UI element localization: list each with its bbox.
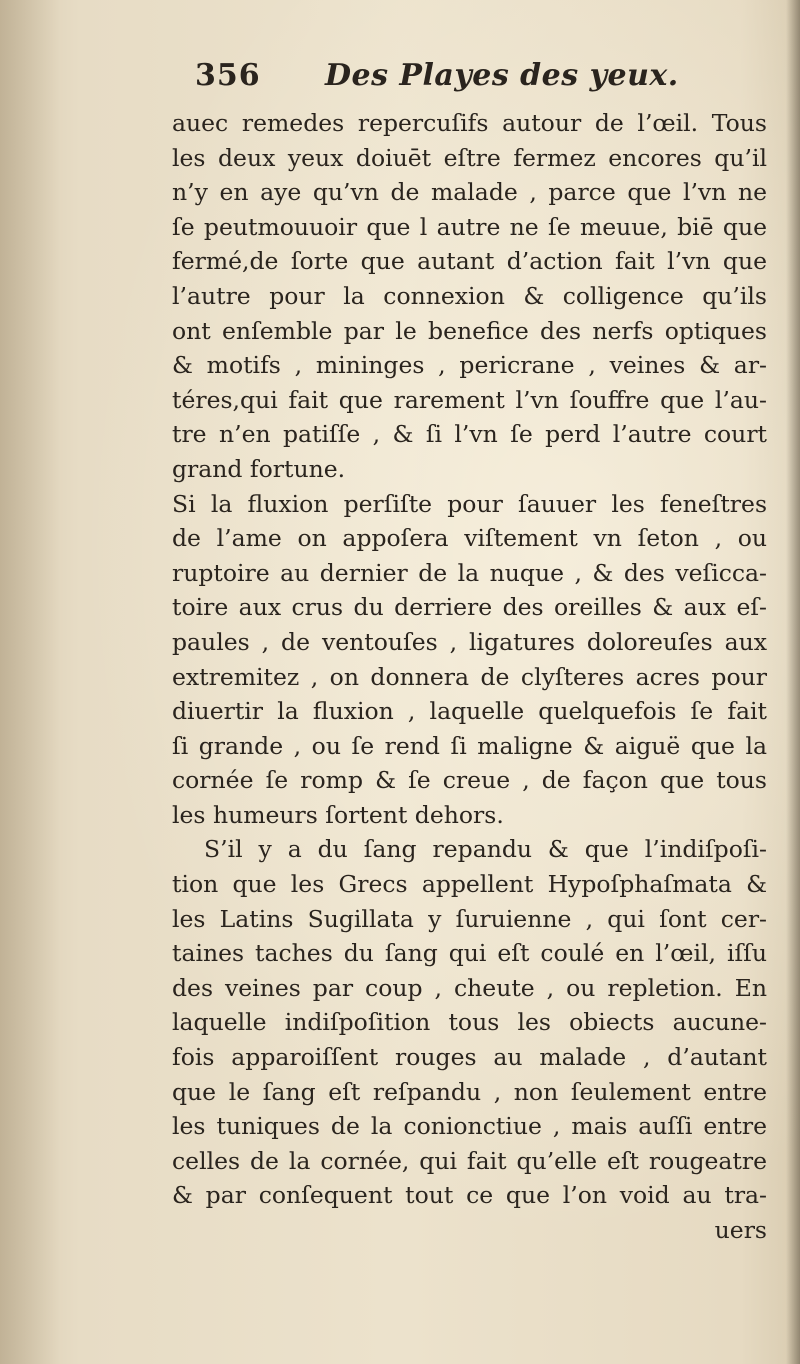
text-line: ſi grande , ou ſe rend ſi maligne & aiguë que la — [172, 731, 767, 760]
text-line: les tuniques de la conionctiue , mais auſſi entre — [172, 1112, 767, 1141]
text-line: S’il y a du ſang repandu & que l’indiſpoſi- — [204, 835, 767, 864]
text-line: paules , de ventouſes , ligatures doloreuſes aux — [172, 627, 767, 656]
text-line: les Latins Sugillata y ſuruienne , qui ſont cer- — [172, 904, 767, 933]
text-line: & motifs , mininges , pericrane , veines & ar- — [172, 351, 767, 380]
text-line: ruptoire au dernier de la nuque , & des veſicca- — [172, 558, 767, 587]
text-line: celles de la cornée, qui fait qu’elle eſt rougeatre — [172, 1146, 767, 1175]
text-line: n’y en aye qu’vn de malade , parce que l’vn ne — [172, 178, 767, 207]
catchword: uers — [714, 1216, 767, 1244]
text-line: auec remedes repercuſifs autour de l’œil. Tous — [172, 109, 767, 137]
text-line: grand fortune. — [172, 454, 346, 483]
text-line: fois apparoiſſent rouges au malade , d’autant — [172, 1043, 767, 1072]
text-line: taines taches du ſang qui eſt coulé en l’œil, iſſu — [172, 939, 767, 968]
page-edge-shadow — [786, 0, 800, 1364]
text-line: les humeurs ſortent dehors. — [172, 800, 504, 829]
text-line: cornée ſe romp & ſe creue , de façon que tous — [172, 766, 767, 795]
text-line: de l’ame on appoſera viſtement vn ſeton , ou — [172, 524, 767, 553]
page-header — [195, 58, 715, 102]
text-line: & par conſequent tout ce que l’on void au tra- — [172, 1181, 767, 1210]
text-line: diuertir la fluxion , laquelle quelquefois ſe fait — [172, 697, 767, 726]
text-line: laquelle indiſpoſition tous les obiects aucune- — [172, 1008, 767, 1037]
text-line: que le ſang eſt reſpandu , non ſeulement entre — [172, 1077, 767, 1106]
body-text — [172, 106, 767, 1248]
text-line: l’autre pour la connexion & colligence qu’ils — [172, 281, 767, 310]
text-line: fermé,de ſorte que autant d’action fait l’vn que — [172, 247, 767, 276]
text-line: Si la fluxion perſiſte pour ſauuer les feneſtres — [172, 489, 767, 518]
text-line: des veines par coup , cheute , ou repletion. En — [172, 973, 767, 1002]
text-line: toire aux crus du derriere des oreilles & aux eſ- — [172, 593, 767, 622]
page-number: 356 — [195, 58, 261, 93]
text-line: les deux yeux doiuēt eſtre fermez encores qu’il — [172, 143, 767, 172]
text-line: téres,qui fait que rarement l’vn ſouffre que l’au- — [172, 385, 767, 414]
binding-gutter-shadow — [0, 0, 60, 1364]
text-line: tre n’en patiſſe , & ſi l’vn ſe perd l’autre court — [172, 420, 767, 449]
text-line: ſe peutmouuoir que l autre ne ſe meuue, biē que — [172, 212, 767, 241]
text-line: ont enſemble par le benefice des nerfs optiques — [172, 316, 767, 345]
text-line: extremitez , on donnera de clyſteres acres pour — [172, 662, 767, 691]
running-title: Des Playes des yeux. — [325, 58, 679, 93]
text-line: tion que les Grecs appellent Hypoſphaſmata & — [172, 870, 767, 899]
